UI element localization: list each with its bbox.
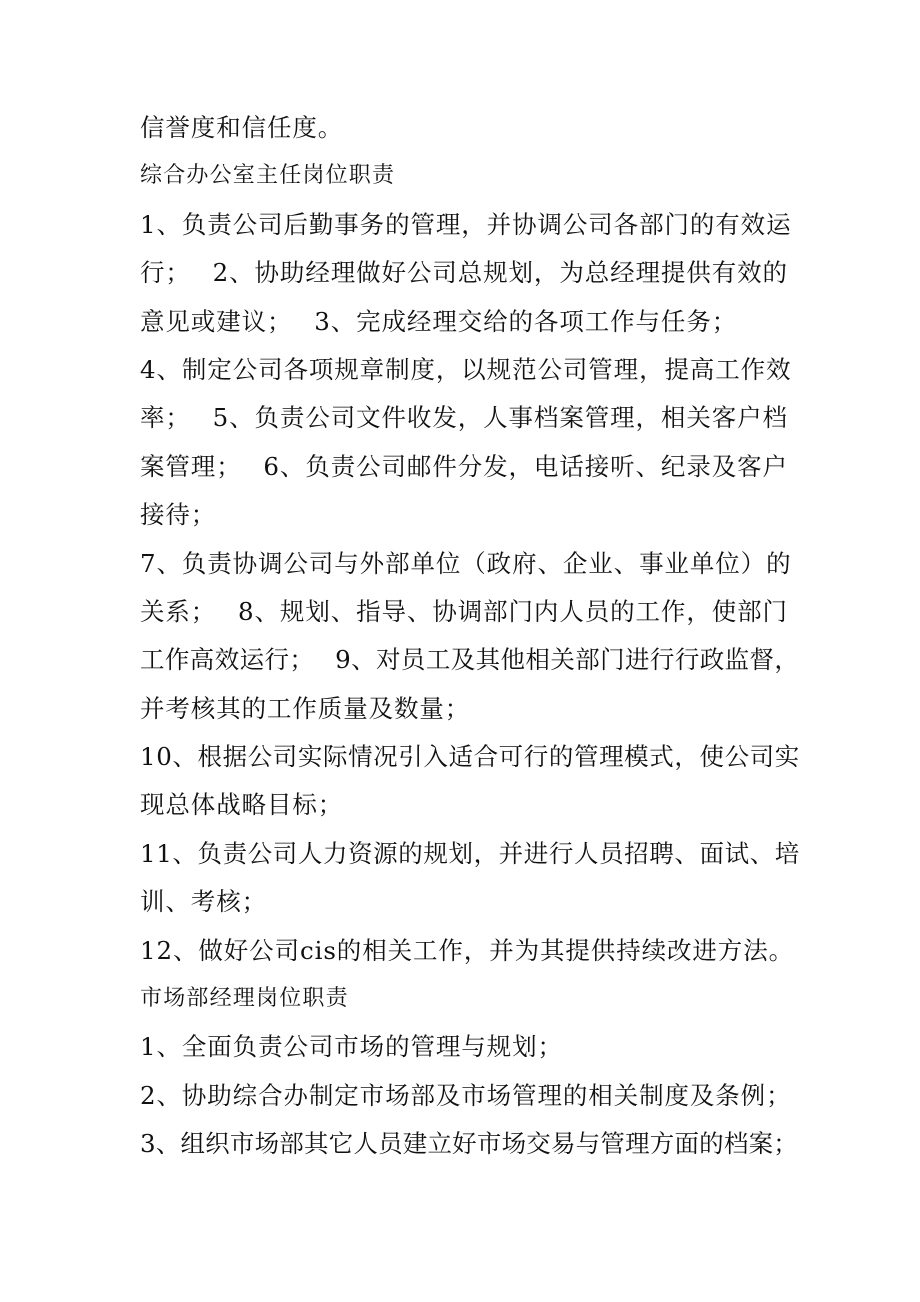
section-heading: 市场部经理岗位职责 bbox=[140, 986, 349, 1012]
text-line: 率； 5、负责公司文件收发，人事档案管理，相关客户档 bbox=[140, 403, 788, 433]
text-line: 意见或建议； 3、完成经理交给的各项工作与任务； bbox=[140, 306, 738, 336]
text-line: 接待； bbox=[140, 500, 217, 530]
text-line: 3、组织市场部其它人员建立好市场交易与管理方面的档案； bbox=[140, 1129, 798, 1159]
text-line: 2、协助综合办制定市场部及市场管理的相关制度及条例； bbox=[140, 1080, 792, 1110]
text-line: 10、根据公司实际情况引入适合可行的管理模式，使公司实 bbox=[140, 742, 800, 772]
text-line: 行； 2、协助经理做好公司总规划，为总经理提供有效的 bbox=[140, 258, 788, 288]
text-line: 7、负责协调公司与外部单位（政府、企业、事业单位）的 bbox=[140, 548, 792, 578]
text-line: 训、考核； bbox=[140, 887, 267, 917]
text-line: 并考核其的工作质量及数量； bbox=[140, 693, 471, 723]
text-line: 工作高效运行； 9、对员工及其他相关部门进行行政监督， bbox=[140, 645, 800, 675]
text-line: 1、负责公司后勤事务的管理，并协调公司各部门的有效运 bbox=[140, 209, 792, 239]
text-line: 1、全面负责公司市场的管理与规划； bbox=[140, 1032, 563, 1062]
text-line: 关系； 8、规划、指导、协调部门内人员的工作，使部门 bbox=[140, 596, 788, 626]
text-line: 4、制定公司各项规章制度，以规范公司管理，提高工作效 bbox=[140, 354, 792, 384]
text-line: 信誉度和信任度。 bbox=[140, 113, 344, 142]
document-body bbox=[140, 104, 800, 1169]
text-line: 现总体战略目标； bbox=[140, 790, 344, 820]
text-line: 11、负责公司人力资源的规划，并进行人员招聘、面试、培 bbox=[140, 838, 800, 868]
text-line: 案管理； 6、负责公司邮件分发，电话接听、纪录及客户 bbox=[140, 451, 788, 481]
text-line: 12、做好公司cis的相关工作，并为其提供持续改进方法。 bbox=[140, 935, 795, 965]
section-heading: 综合办公室主任岗位职责 bbox=[140, 163, 396, 189]
